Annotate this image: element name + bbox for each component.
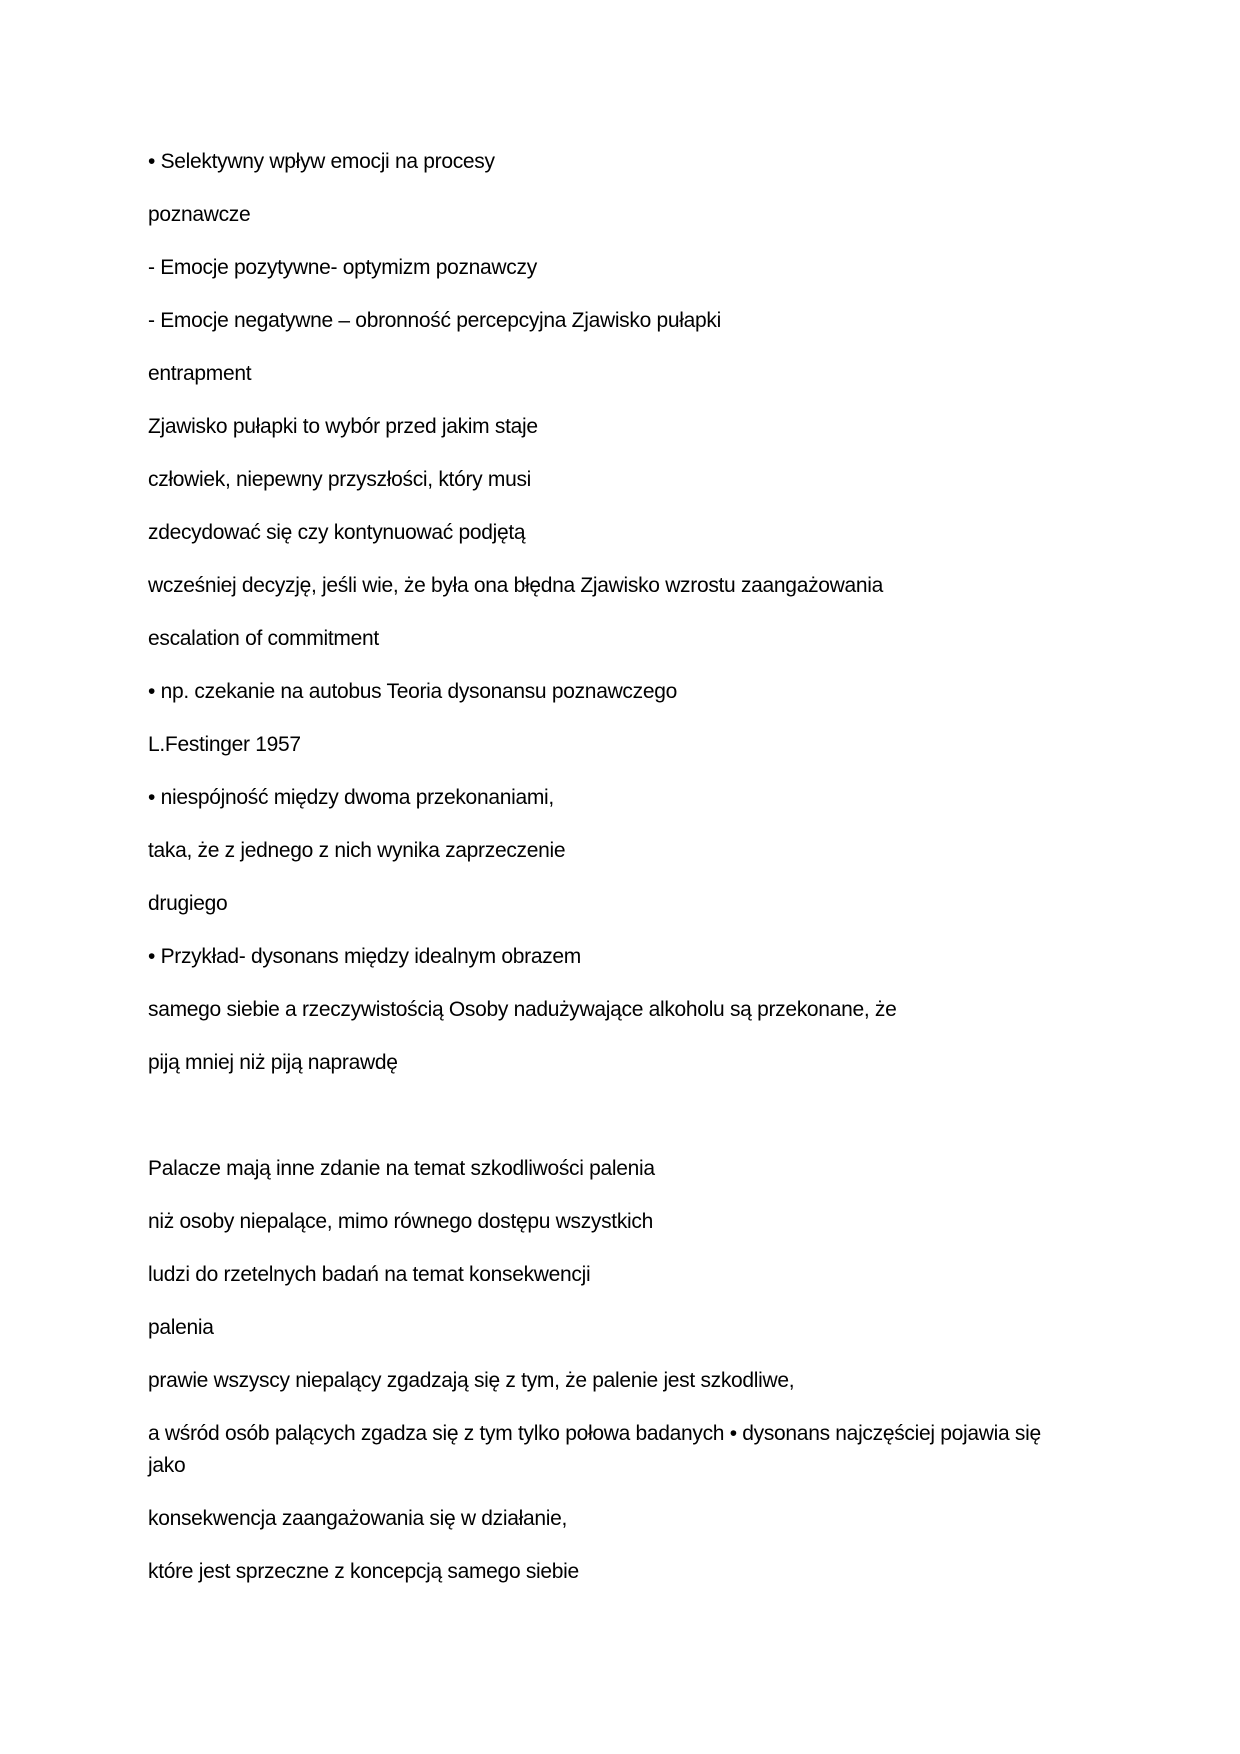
text-line: • np. czekanie na autobus Teoria dysonansu poznawczego [148,680,677,703]
text-line: konsekwencja zaangażowania się w działanie, [148,1507,568,1530]
text-line: a wśród osób palących zgadza się z tym tylko połowa badanych • dysonans najczęściej pojawia się jako [148,1422,1041,1477]
text-line: palenia [148,1316,214,1339]
text-line: - Emocje negatywne – obronność percepcyjna Zjawisko pułapki [148,309,721,332]
text-line: człowiek, niepewny przyszłości, który musi [148,468,532,491]
text-line: które jest sprzeczne z koncepcją samego siebie [148,1560,579,1583]
text-line: Zjawisko pułapki to wybór przed jakim staje [148,415,538,438]
text-line: • Selektywny wpływ emocji na procesy [148,150,495,173]
text-line: • Przykład- dysonans między idealnym obrazem [148,945,581,968]
text-line: - Emocje pozytywne- optymizm poznawczy [148,256,537,279]
text-line: wcześniej decyzję, jeśli wie, że była ona błędna Zjawisko wzrostu zaangażowania [148,574,884,597]
text-line: taka, że z jednego z nich wynika zaprzeczenie [148,839,566,862]
text-line: samego siebie a rzeczywistością Osoby nadużywające alkoholu są przekonane, że [148,998,897,1021]
text-line: ludzi do rzetelnych badań na temat konsekwencji [148,1263,591,1286]
text-line: L.Festinger 1957 [148,733,301,756]
text-line: niż osoby niepalące, mimo równego dostępu wszystkich [148,1210,653,1233]
text-line: • niespójność między dwoma przekonaniami, [148,786,554,809]
text-line: poznawcze [148,203,251,226]
text-line: drugiego [148,892,228,915]
text-line: piją mniej niż piją naprawdę [148,1051,398,1074]
text-line: prawie wszyscy niepalący zgadzają się z tym, że palenie jest szkodliwe, [148,1369,795,1392]
text-line: escalation of commitment [148,627,379,650]
text-line: Palacze mają inne zdanie na temat szkodliwości palenia [148,1157,655,1180]
text-line: zdecydować się czy kontynuować podjętą [148,521,526,544]
text-line: entrapment [148,362,252,385]
